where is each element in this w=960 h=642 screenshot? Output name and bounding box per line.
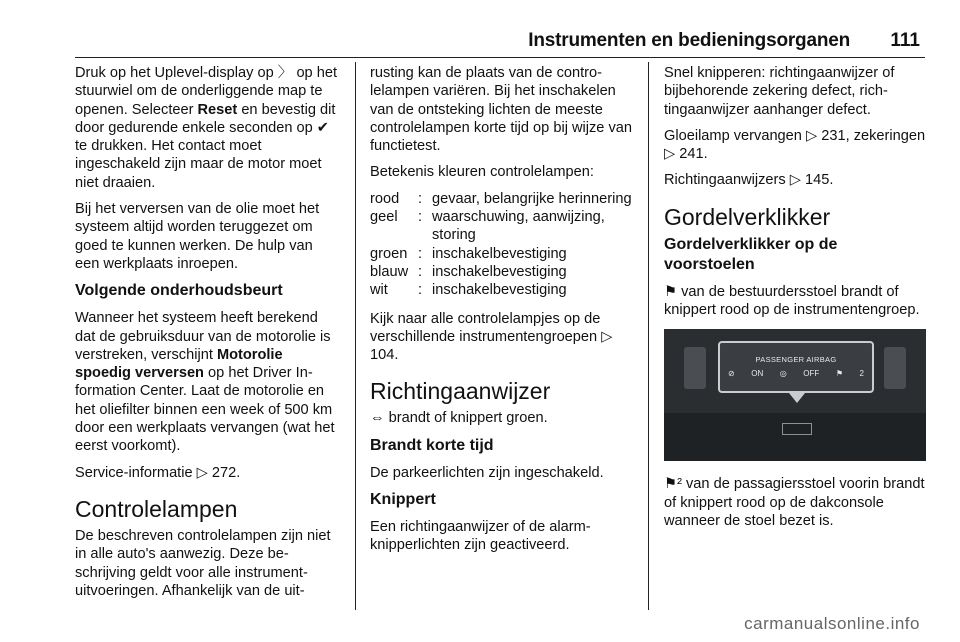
airbag-on-icon: ⊘: [728, 369, 735, 379]
panel-label: PASSENGER AIRBAG: [755, 355, 837, 365]
column-2: [370, 64, 636, 563]
airbag-off-icon: ◎: [779, 369, 787, 379]
subheading: Knippert: [370, 491, 436, 509]
panel-icons: [728, 365, 864, 383]
subheading: Gordelverklikker op de voorstoelen: [664, 235, 838, 273]
subheading: Volgende onderhoudsbeurt: [75, 282, 283, 300]
legend-row: rood : gevaar, belangrijke herinnering: [370, 190, 632, 207]
paragraph: Een richtingaanwijzer of de alarmknipperlichten zijn geactiveerd.: [370, 519, 591, 554]
legend-row: groen : inschakelbevestiging: [370, 245, 567, 262]
column-1: [75, 64, 341, 608]
paragraph: Richtingaanwijzers ▷ 145.: [664, 172, 834, 189]
paragraph: Bij het verversen van de olie moet het systeem altijd worden teruggezet om goed te kunnen werken. De hulp van een werkplaats inroepen.: [75, 201, 320, 272]
section-heading: Gordelverklikker: [664, 203, 831, 230]
column-divider-1: [355, 62, 356, 610]
section-heading: Richtingaanwijzer: [370, 378, 551, 405]
legend-row: geel : waarschuwing, aanwijzing, storing: [370, 209, 605, 244]
watermark: carmanualsonline.info: [744, 614, 920, 633]
paragraph: ⚑ van de bestuurdersstoel brandt of knippert rood op de instrumentengroep.: [664, 283, 920, 319]
legend-row: wit : inschakelbevestiging: [370, 282, 567, 299]
on-label: ON: [751, 369, 764, 379]
paragraph: rusting kan de plaats van de controlelampen variëren. Bij het inschakelen van de ontsteking lichten de meeste controlelampen korte tijd op bij wijze van functietest.: [370, 65, 633, 155]
console-control: [782, 423, 812, 435]
paragraph: Gloeilamp vervangen ▷ 231, zekeringen ▷ 241.: [664, 127, 926, 163]
section-heading: Controlelampen: [75, 495, 238, 522]
roof-light-left: [684, 347, 706, 389]
console-lower: [664, 413, 926, 461]
paragraph: Betekenis kleuren controlelampen:: [370, 164, 594, 181]
callout-pointer: [789, 393, 805, 403]
color-legend: [370, 190, 636, 300]
paragraph: Snel knipperen: richtingaanwijzer of bijbehorende zekering defect, richtingaanwijzer aanhanger defect.: [664, 65, 895, 118]
paragraph: Kijk naar alle controlelampjes op de verschillende instrumentengroepen ▷ 104.: [370, 310, 613, 364]
paragraph: Wanneer het systeem heeft berekend dat de gebruiksduur van de motorolie is verstreken, verschijnt Motorolie spoedig verversen op het Driver Information Center. Laat de motorolie en het oliefilter binnen een week of 500 km door een werkplaats vervangen (wat het eerst voorkomt).: [75, 310, 335, 455]
seatbelt-icon: ⚑: [835, 369, 843, 379]
roof-light-right: [884, 347, 906, 389]
paragraph: ⇔ brandt of knippert groen.: [370, 410, 548, 427]
chapter-title: Instrumenten en bedieningsorganen: [528, 30, 850, 51]
subheading: Brandt korte tijd: [370, 436, 494, 454]
column-divider-2: [648, 62, 649, 610]
seat-number: 2: [859, 369, 864, 379]
page-number: 111: [890, 30, 920, 51]
paragraph: Druk op het Uplevel-display op 〉 op het stuurwiel om de onderliggende map te openen. Selecteer Reset en bevestig dit door gedurende enkele seconden op ✔ te drukken. Het contact moet ingeschakeld zijn maar de motor moet niet draaien.: [75, 65, 338, 191]
roof-console-photo: [664, 329, 926, 461]
paragraph: Service-informatie ▷ 272.: [75, 464, 241, 481]
header-divider: [75, 57, 925, 58]
column-3: [664, 64, 926, 538]
legend-row: blauw : inschakelbevestiging: [370, 263, 567, 280]
page-header: [0, 0, 960, 58]
paragraph: ⚑² van de passagiersstoel voorin brandt of knippert rood op de dakconsole wanneer de stoel bezet is.: [664, 476, 925, 529]
off-label: OFF: [803, 369, 820, 379]
airbag-indicator-panel: [718, 341, 874, 393]
paragraph: De parkeerlichten zijn ingeschakeld.: [370, 464, 604, 481]
paragraph: De beschreven controlelampen zijn niet in alle auto's aanwezig. Deze beschrijving geldt voor alle instrumentuitvoeringen. Afhankelijk van de uit-: [75, 527, 331, 599]
